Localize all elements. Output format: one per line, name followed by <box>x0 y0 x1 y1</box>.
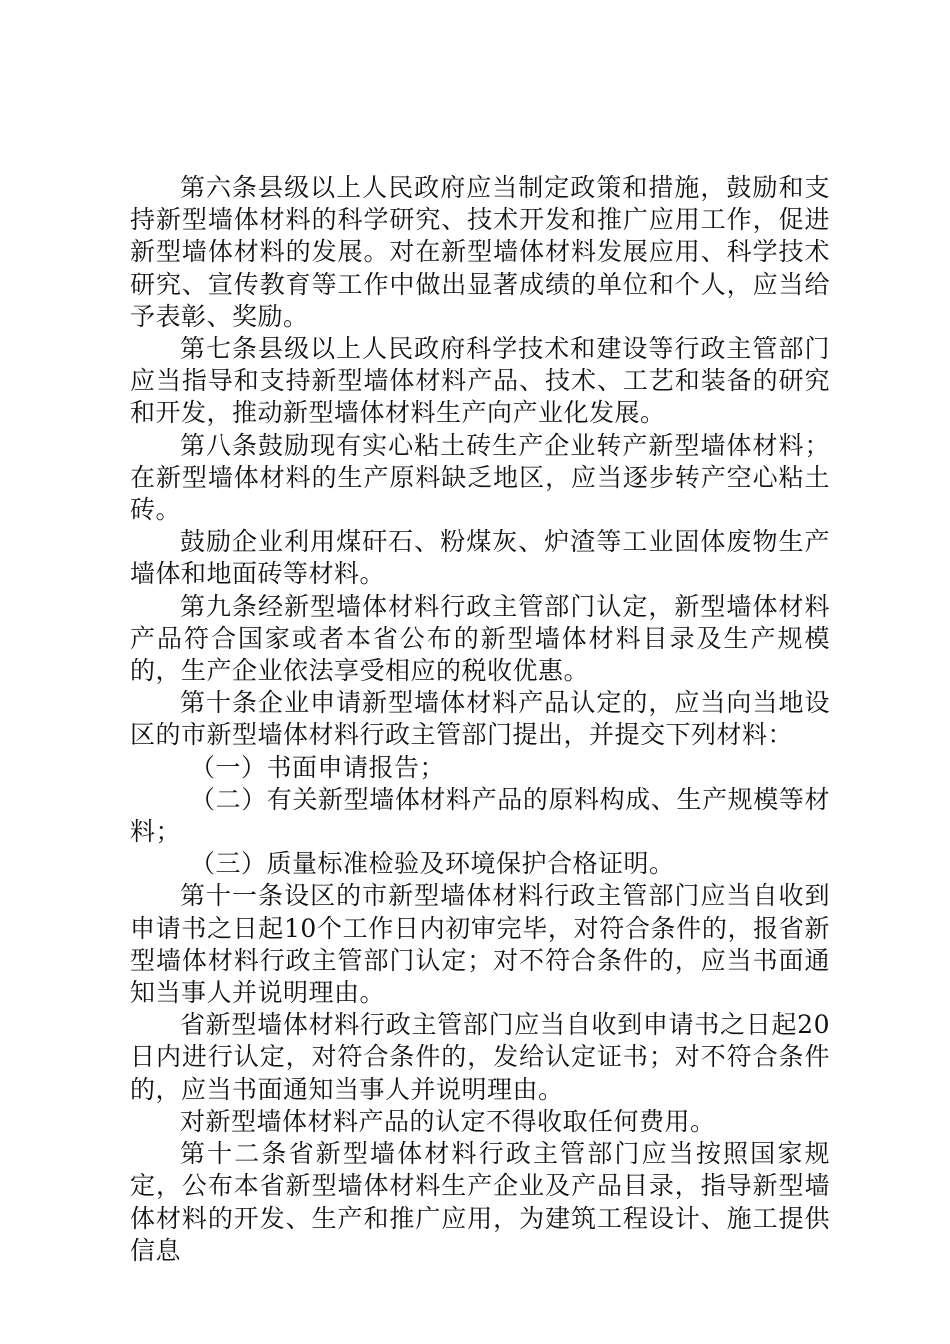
article-8-encourage-paragraph: 鼓励企业利用煤矸石、粉煤灰、炉渣等工业固体废物生产墙体和地面砖等材料。 <box>130 527 830 589</box>
article-7-paragraph: 第七条县级以上人民政府科学技术和建设等行政主管部门应当指导和支持新型墙体材料产品、技术、工艺和装备的研究和开发，推动新型墙体材料生产向产业化发展。 <box>130 334 830 428</box>
article-9-paragraph: 第九条经新型墙体材料行政主管部门认定，新型墙体材料产品符合国家或者本省公布的新型墙体材料目录及生产规模的，生产企业依法享受相应的税收优惠。 <box>130 591 830 686</box>
article-8-paragraph: 第八条鼓励现有实心粘土砖生产企业转产新型墙体材料；在新型墙体材料的生产原料缺乏地区，应当逐步转产空心粘土砖。 <box>130 430 830 525</box>
article-6-paragraph: 第六条县级以上人民政府应当制定政策和措施，鼓励和支持新型墙体材料的科学研究、技术开发和推广应用工作，促进新型墙体材料的发展。对在新型墙体材料发展应用、科学技术研究、宣传教育等工作中做出显著成绩的单位和个人，应当给予表彰、奖励。 <box>130 173 830 331</box>
article-12-paragraph: 第十二条省新型墙体材料行政主管部门应当按照国家规定，公布本省新型墙体材料生产企业及产品目录，指导新型墙体材料的开发、生产和推广应用，为建筑工程设计、施工提供信息 <box>130 1139 830 1265</box>
article-11-fee-paragraph: 对新型墙体材料产品的认定不得收取任何费用。 <box>180 1106 716 1136</box>
article-10-item-2: （二）有关新型墙体材料产品的原料构成、生产规模等材料； <box>130 784 830 847</box>
article-11-provincial-paragraph: 省新型墙体材料行政主管部门应当自收到申请书之日起20日内进行认定，对符合条件的，发给认定证书；对不符合条件的，应当书面通知当事人并说明理由。 <box>130 1010 830 1104</box>
article-11-paragraph: 第十一条设区的市新型墙体材料行政主管部门应当自收到申请书之日起10个工作日内初审完毕，对符合条件的，报省新型墙体材料行政主管部门认定；对不符合条件的，应当书面通知当事人并说明理由。 <box>130 881 830 1008</box>
article-10-item-1: （一）书面申请报告； <box>190 752 446 782</box>
article-10-paragraph: 第十条企业申请新型墙体材料产品认定的，应当向当地设区的市新型墙体材料行政主管部门提出，并提交下列材料： <box>130 688 830 750</box>
article-10-item-3: （三）质量标准检验及环境保护合格证明。 <box>190 849 675 879</box>
document-body <box>130 172 830 1267</box>
